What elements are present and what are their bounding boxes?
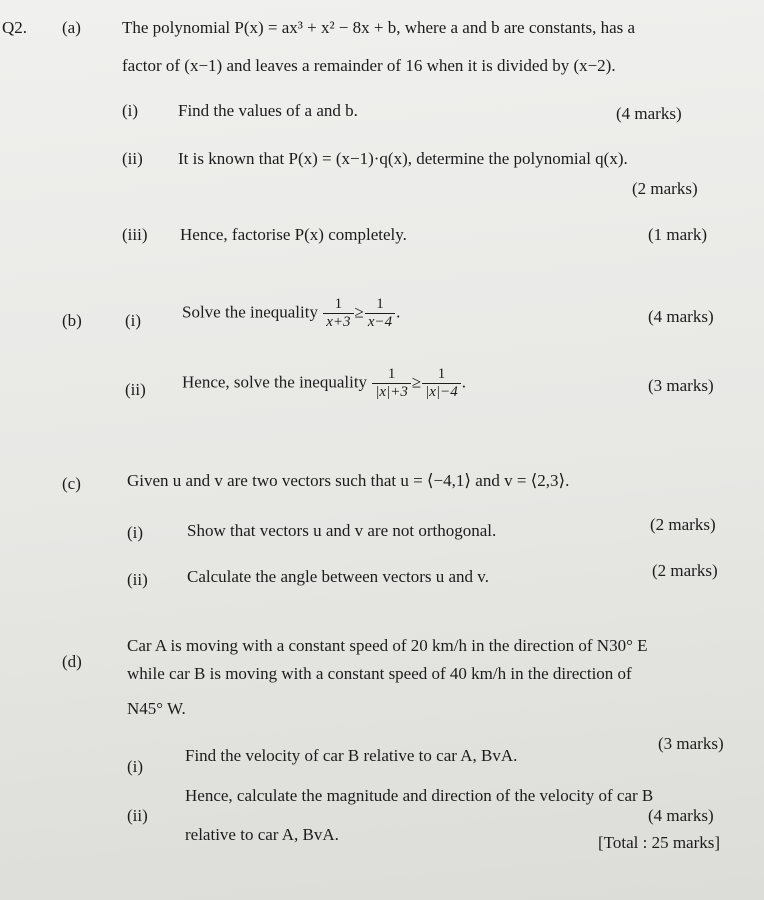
part-c-label: (c): [62, 474, 81, 493]
fraction-numerator: 1: [422, 366, 461, 384]
period: .: [461, 372, 466, 392]
part-d-ii-text-line-1: Hence, calculate the magnitude and direction of the velocity of car B: [185, 786, 654, 805]
part-c-ii-text: Calculate the angle between vectors u and v.: [187, 567, 489, 586]
part-d-intro-line-2: while car B is moving with a constant speed of 40 km/h in the direction of: [127, 664, 632, 683]
part-d-ii-label: (ii): [127, 806, 148, 825]
part-a-i-marks: (4 marks): [616, 104, 682, 123]
fraction-rhs: [422, 366, 461, 402]
part-c-ii-label: (ii): [127, 570, 148, 589]
fraction-denominator: x+3: [326, 314, 351, 331]
part-a-intro-line-1: The polynomial P(x) = ax³ + x² − 8x + b, where a and b are constants, has a: [122, 18, 636, 37]
part-a-ii-text: It is known that P(x) = (x−1)·q(x), determine the polynomial q(x).: [178, 149, 628, 168]
part-b-i-text: Solve the inequality: [182, 302, 318, 322]
part-d-i-label: (i): [127, 757, 144, 776]
part-a-ii-marks: (2 marks): [632, 179, 698, 198]
part-a-iii-marks: (1 mark): [648, 225, 708, 244]
part-d-intro-line-1: Car A is moving with a constant speed of 20 km/h in the direction of N30° E: [127, 636, 648, 655]
part-d-i-text: Find the velocity of car B relative to car A, BvA.: [185, 746, 518, 765]
part-b-label: (b): [62, 311, 82, 330]
part-a-label: (a): [62, 18, 81, 37]
part-b-ii-line: [182, 366, 466, 402]
part-c-i-text: Show that vectors u and v are not orthogonal.: [187, 521, 497, 540]
fraction-denominator: |x|−4: [425, 384, 458, 401]
part-a-iii-text: Hence, factorise P(x) completely.: [180, 225, 407, 244]
part-b-i-marks: (4 marks): [648, 307, 714, 326]
part-c-ii-marks: (2 marks): [652, 561, 718, 580]
part-a-i-text: Find the values of a and b.: [178, 101, 358, 120]
inequality-sign: ≥: [354, 302, 364, 322]
part-d-intro-line-3: N45° W.: [127, 699, 186, 718]
fraction-denominator: x−4: [367, 314, 393, 331]
part-c-i-label: (i): [127, 523, 144, 542]
fraction-rhs: [365, 296, 395, 332]
part-b-i-label: (i): [125, 311, 142, 330]
part-b-i-line: [182, 296, 400, 332]
part-d-label: (d): [62, 652, 82, 671]
fraction-numerator: 1: [323, 296, 353, 314]
part-a-i-label: (i): [122, 101, 139, 120]
fraction-numerator: 1: [372, 366, 411, 384]
part-d-ii-marks: (4 marks): [648, 806, 714, 825]
period: .: [396, 302, 401, 322]
fraction-lhs: [372, 366, 411, 402]
part-b-ii-marks: (3 marks): [648, 376, 714, 395]
part-a-iii-label: (iii): [122, 225, 148, 244]
total-marks: [Total : 25 marks]: [598, 833, 721, 852]
fraction-denominator: |x|+3: [375, 384, 408, 401]
part-d-i-marks: (3 marks): [658, 734, 724, 753]
part-c-i-marks: (2 marks): [650, 515, 716, 534]
part-c-intro: Given u and v are two vectors such that u = ⟨−4,1⟩ and v = ⟨2,3⟩.: [127, 471, 570, 490]
fraction-lhs: [323, 296, 353, 332]
question-number: Q2.: [2, 18, 28, 37]
part-b-ii-label: (ii): [125, 380, 146, 399]
fraction-numerator: 1: [365, 296, 395, 314]
inequality-sign: ≥: [411, 372, 422, 392]
part-d-ii-text-line-2: relative to car A, BvA.: [185, 825, 339, 844]
part-b-ii-text: Hence, solve the inequality: [182, 372, 368, 392]
part-a-ii-label: (ii): [122, 149, 143, 168]
part-a-intro-line-2: factor of (x−1) and leaves a remainder of 16 when it is divided by (x−2).: [122, 56, 616, 75]
